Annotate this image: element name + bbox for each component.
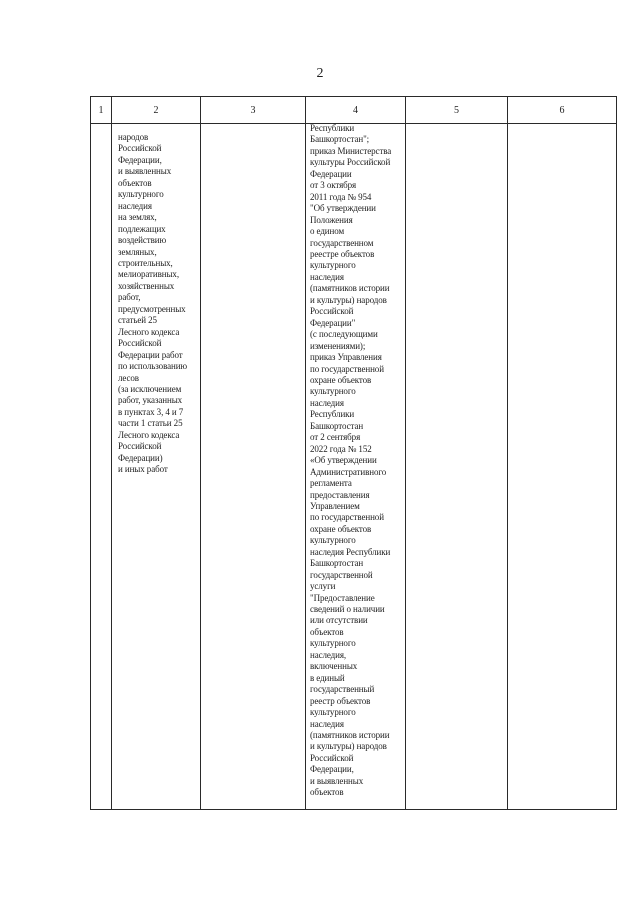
column-header-1: 1 xyxy=(91,97,112,124)
column-header-2: 2 xyxy=(112,97,201,124)
column-header-4: 4 xyxy=(306,97,406,124)
column-header-6: 6 xyxy=(508,97,617,124)
column-header-3: 3 xyxy=(201,97,306,124)
table-cell-col2 xyxy=(112,124,201,810)
cell-text-col2: народов Российской Федерации, и выявленных объектов культурного наследия на землях, подлежащих воздействию земляных, строительных, мелиоративных, хозяйственных работ, предусмотренных статьей 25 Лесного кодекса Российской Федерации работ по использованию лесов (за исключением работ, указанных в пунктах 3, 4 и 7 части 1 статьи 25 Лесного кодекса Российской Федерации) и иных работ xyxy=(118,132,188,475)
column-header-5: 5 xyxy=(406,97,508,124)
table-header-row xyxy=(91,97,617,124)
table-cell-col3 xyxy=(201,124,306,810)
document-table xyxy=(90,96,617,810)
page-number: 2 xyxy=(316,66,324,81)
table-row xyxy=(91,124,617,810)
table-cell-col5 xyxy=(406,124,508,810)
table-cell-col1 xyxy=(91,124,112,810)
cell-text-col4: Республики Башкортостан"; приказ Министерства культуры Российской Федерации от 3 октября 2011 года № 954 "Об утверждении Положения о едином государственном реестре объектов культурного наследия (памятников истории и культуры) народов Российской Федерации" (с последующими изменениями); приказ Управления по государственной охране объектов культурного наследия Республики Башкортостан от 2 сентября 2022 года № 152 «Об утверждении Административного регламента предоставления Управлением по государственной охране объектов культурного наследия Республики Башкортостан государственной услуги "Предоставление сведений о наличии или отсутствии объектов культурного наследия, включенных в единый государственный реестр объектов культурного наследия (памятников истории и культуры) народов Российской Федерации, и выявленных объектов xyxy=(310,123,392,798)
table-cell-col4 xyxy=(306,124,406,810)
table-cell-col6 xyxy=(508,124,617,810)
